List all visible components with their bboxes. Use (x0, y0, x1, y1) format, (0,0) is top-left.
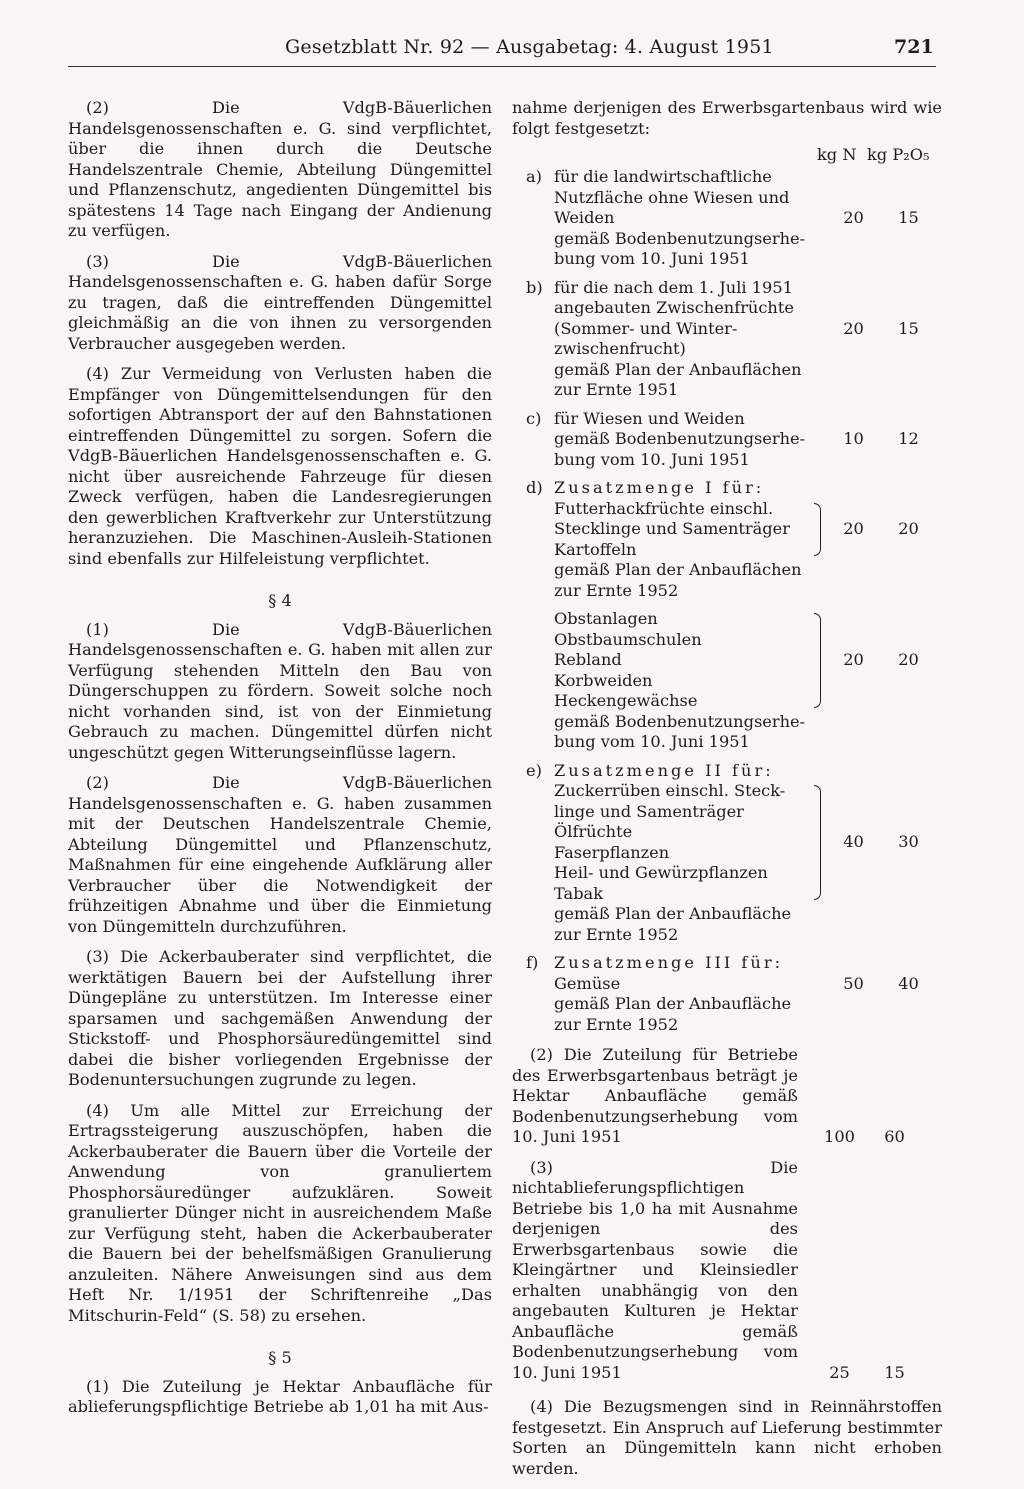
item-line: für die nach dem 1. Juli 1951 (554, 277, 793, 297)
item-braced-line: Futterhackfrüchte einschl. (554, 498, 774, 518)
item-braced-line: Faserpflanzen (554, 842, 670, 862)
item-line: gemäß Plan der Anbauflächen (554, 359, 802, 379)
rc-paragraph-3: (3) Die nichtablieferungspflichtigen Betriebe bis 1,0 ha mit Ausnahme derjenigen des Erwerbsgartenbaus sowie die Kleingärtner und Kleinsiedler erhalten unabhängig von den angebauten Kulturen je Hektar Anbaufläche gemäß Bodenbenutzungserhebung vom 10. Juni 1951 (512, 1157, 798, 1382)
allocation-item (512, 278, 942, 401)
section-4-paragraph-3: (3) Die Ackerbauberater sind verpflichtet, die werktätigen Bauern bei der Aufstellung ihrer Düngepläne zu unterstützen. Im Interesse einer sparsamen und sachgemäßen Anwendung der Stickstoff- und Phosphorsäuredüngemittel sind dabei die bisher vorliegenden Ergebnisse der Bodenuntersuchungen zugrunde zu legen. (68, 947, 492, 1089)
item-value-phosphate: 20 (898, 519, 919, 538)
item-text (554, 478, 812, 601)
item-values (826, 650, 936, 671)
paragraph-2: (2) Die VdgB-Bäuerlichen Handelsgenossenschaften e. G. sind verpflichtet, über die ihnen durch die Deutsche Handelszentrale Chemie, Abteilung Düngemittel und Pflanzenschutz, angedienten Düngemittel bis spätestens 14 Tage nach Eingang der Andienung zu verfügen. (68, 98, 492, 240)
page-header (0, 36, 1024, 68)
item-line: bung vom 10. Juni 1951 (554, 249, 750, 268)
rc-paragraph-2-p: 60 (884, 1127, 905, 1146)
unit-phosphate: kg P₂O₅ (867, 145, 930, 164)
item-text (554, 278, 812, 401)
item-values (826, 974, 936, 995)
item-value-phosphate: 40 (898, 973, 919, 993)
item-line: für die landwirtschaftliche (554, 167, 772, 186)
item-value-phosphate: 15 (898, 318, 919, 338)
rc-paragraph-4: (4) Die Bezugsmengen sind in Reinnährstoffen festgesetzt. Ein Anspruch auf Lieferung bestimmter Sorten an Düngemitteln kann nicht erhoben werden. (512, 1397, 942, 1478)
item-value-nitrogen: 50 (843, 973, 864, 993)
allocation-items (512, 167, 942, 1035)
allocation-item (512, 478, 942, 601)
item-after-line: bung vom 10. Juni 1951 (554, 732, 750, 751)
allocation-item (512, 167, 942, 270)
right-column (512, 98, 942, 1489)
item-text (554, 167, 812, 270)
item-braced-line: Korbweiden (554, 670, 653, 690)
item-value-phosphate: 20 (898, 650, 919, 669)
section-4-heading: § 4 (268, 591, 292, 610)
item-braced-line: Heckengewächse (554, 691, 698, 710)
section-4-paragraph-2: (2) Die VdgB-Bäuerlichen Handelsgenossenschaften e. G. haben zusammen mit der Deutschen Handelszentrale Chemie, Abteilung Düngemittel und Pflanzenschutz, Maßnahmen für eine eingehende Aufklärung aller Verbraucher über die Notwendigkeit der frühzeitigen Abnahme und über die Einmietung von Düngemitteln durchzuführen. (68, 773, 492, 936)
unit-header (512, 145, 942, 165)
item-value-phosphate: 12 (898, 429, 919, 448)
rc-paragraph-3-p: 15 (884, 1362, 905, 1382)
item-letter: d) (526, 478, 543, 497)
item-values (826, 832, 936, 853)
item-value-nitrogen: 10 (843, 429, 864, 448)
item-braced-line: Obstanlagen (554, 609, 658, 628)
item-value-nitrogen: 20 (843, 318, 864, 338)
item-braced-line: Stecklinge und Samenträger (554, 519, 790, 538)
item-line: gemäß Bodenbenutzungserhe- (554, 429, 806, 448)
item-after-line: zur Ernte 1952 (554, 580, 679, 600)
item-letter: f) (526, 953, 539, 972)
item-after-line: zur Ernte 1952 (554, 924, 679, 944)
paragraph-4: (4) Zur Vermeidung von Verlusten haben die Empfänger von Düngemittelsendungen für den sofortigen Abtransport der auf den Bahnstationen eintreffenden Düngemittel zu sorgen. Sofern die VdgB-Bäuerlichen Handelsgenossenschaften e. G. nicht über ausreichende Fahrzeuge für diesen Zweck verfügen, haben die Landesregierungen den gewerblichen Kraftverkehr zur Unterstützung heranzuziehen. Die Maschinen-Ausleih-Stationen sind ebenfalls zur Hilfeleistung verpflichtet. (68, 364, 492, 568)
item-line: gemäß Plan der Anbaufläche (554, 994, 792, 1013)
paragraph-3: (3) Die VdgB-Bäuerlichen Handelsgenossenschaften e. G. haben dafür Sorge zu tragen, daß die eintreffenden Düngemittel gleichmäßig an die von ihnen zu versorgenden Verbraucher ausgegeben werden. (68, 251, 492, 353)
left-column (68, 98, 492, 1428)
allocation-item (512, 761, 942, 946)
item-after-line: gemäß Plan der Anbauflächen (554, 560, 802, 579)
unit-nitrogen: kg N (817, 145, 857, 164)
section-5-heading: § 5 (268, 1348, 292, 1367)
item-braced-line: Heil- und Gewürzpflanzen (554, 863, 768, 882)
allocation-item (512, 409, 942, 471)
item-line: für Wiesen und Weiden (554, 408, 745, 428)
item-after-line: gemäß Plan der Anbaufläche (554, 904, 792, 923)
item-values (826, 208, 936, 229)
item-braced-line: Ölfrüchte (554, 822, 633, 841)
allocation-item (512, 609, 942, 753)
allocation-table (512, 145, 942, 1035)
item-line: (Sommer- und Winter- (554, 318, 738, 338)
item-text (554, 761, 812, 946)
paragraph-2-row (512, 1045, 942, 1148)
item-text (554, 609, 812, 753)
item-letter: a) (526, 167, 542, 186)
item-line: Gemüse (554, 973, 621, 993)
rc-paragraph-2: (2) Die Zuteilung für Betriebe des Erwerbsgartenbaus beträgt je Hektar Anbaufläche gemäß Bodenbenutzungserhebung vom 10. Juni 1951 (512, 1045, 798, 1146)
item-value-phosphate: 30 (898, 832, 919, 852)
rc-paragraph-2-n: 100 (824, 1127, 855, 1146)
header-title: Gesetzblatt Nr. 92 — Ausgabetag: 4. August 1951 (285, 36, 774, 58)
allocation-intro: nahme derjenigen des Erwerbsgartenbaus wird wie folgt festgesetzt: (512, 98, 942, 138)
item-line: zur Ernte 1951 (554, 380, 679, 399)
item-braced-line: Rebland (554, 650, 622, 669)
item-line: zur Ernte 1952 (554, 1014, 679, 1034)
curly-brace-icon (812, 781, 826, 904)
item-heading: Zusatzmenge II für: (554, 760, 774, 780)
item-letter: e) (526, 760, 542, 780)
item-line: zwischenfrucht) (554, 339, 686, 358)
item-after-line: gemäß Bodenbenutzungserhe- (554, 711, 806, 731)
item-letter: c) (526, 408, 542, 428)
curly-brace-icon (812, 609, 826, 712)
item-value-nitrogen: 40 (843, 832, 864, 852)
item-line: Nutzfläche ohne Wiesen und (554, 187, 790, 207)
section-4-paragraph-1: (1) Die VdgB-Bäuerlichen Handelsgenossenschaften e. G. haben mit allen zur Verfügung stehenden Mitteln den Bau von Düngerschuppen zu fördern. Soweit solche noch nicht vorhanden sind, ist von der Einmietung Gebrauch zu machen. Düngemittel dürfen nicht ungeschützt gegen Witterungseinflüsse lagern. (68, 619, 492, 762)
curly-brace-icon (812, 499, 826, 561)
item-braced-line: Zuckerrüben einschl. Steck- (554, 781, 786, 800)
item-line: angebauten Zwischenfrüchte (554, 298, 794, 317)
item-braced-line: Kartoffeln (554, 539, 637, 559)
item-value-nitrogen: 20 (843, 650, 864, 669)
item-value-nitrogen: 20 (843, 519, 864, 538)
item-value-phosphate: 15 (898, 208, 919, 227)
page-number: 721 (894, 36, 934, 58)
item-heading: Zusatzmenge I für: (554, 478, 765, 497)
item-letter: b) (526, 277, 543, 297)
item-value-nitrogen: 20 (843, 208, 864, 227)
section-4-paragraph-4: (4) Um alle Mittel zur Erreichung der Ertragssteigerung auszuschöpfen, haben die Ackerbauberater die Bauern über die Vorteile der Anwendung von granuliertem Phosphorsäuredünger aufzuklären. Soweit granulierter Dünger nicht in ausreichendem Maße zur Verfügung steht, haben die Ackerbauberater die Bauern bei der behelfsmäßigen Granulierung anzuleiten. Nähere Anweisungen sind aus dem Heft Nr. 1/1951 der Schriftenreihe „Das Mitschurin-Feld“ (S. 58) zu ersehen. (68, 1100, 492, 1325)
section-5-paragraph-1: (1) Die Zuteilung je Hektar Anbaufläche für ablieferungspflichtige Betriebe ab 1,01 ha mit Aus- (68, 1376, 492, 1416)
item-values (826, 519, 936, 540)
rc-paragraph-3-n: 25 (829, 1362, 850, 1382)
item-braced-line: Obstbaumschulen (554, 629, 702, 649)
item-braced-line: Tabak (554, 883, 604, 903)
item-line: gemäß Bodenbenutzungserhe- (554, 228, 806, 248)
item-text (554, 409, 812, 471)
item-heading: Zusatzmenge III für: (554, 953, 784, 972)
item-braced-line: linge und Samenträger (554, 801, 744, 821)
item-values (826, 429, 936, 450)
item-values (826, 319, 936, 340)
item-line: bung vom 10. Juni 1951 (554, 449, 750, 469)
allocation-item (512, 953, 942, 1035)
paragraph-3-row (512, 1158, 942, 1384)
item-text (554, 953, 812, 1035)
header-rule (68, 66, 936, 67)
item-line: Weiden (554, 208, 615, 227)
